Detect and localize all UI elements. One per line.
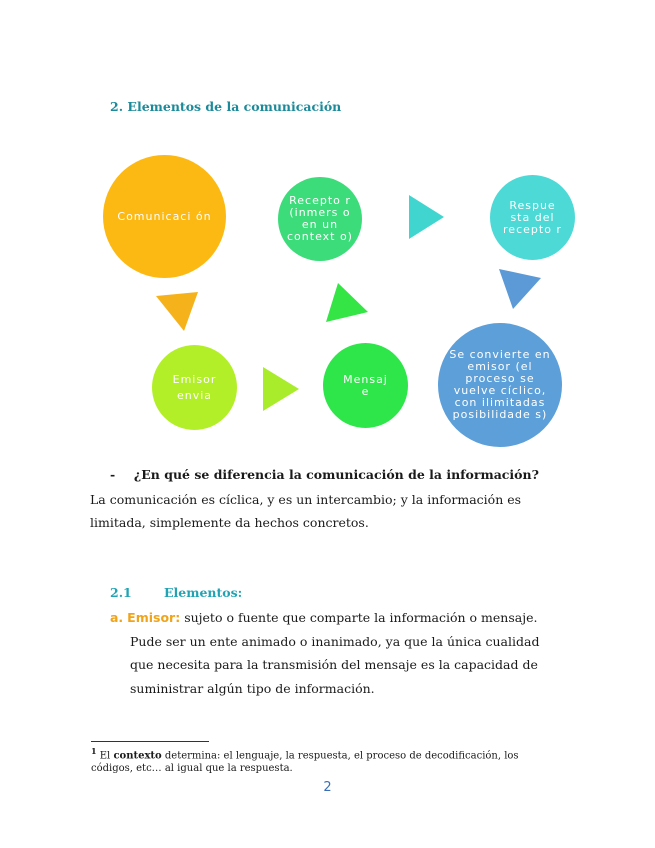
- answer-paragraph: [90, 488, 560, 534]
- footnote-line-2: códigos, etc… al igual que la respuesta.: [91, 763, 293, 775]
- footnote-pre: El: [96, 750, 114, 762]
- arrow-down-orange: [156, 292, 198, 331]
- footnote-line-1: determina: el lenguaje, la respuesta, el proceso de decodificación, los: [161, 750, 519, 762]
- page-number: 2: [323, 780, 332, 795]
- subsection-number: 2.1: [110, 585, 132, 600]
- item-marker: a.: [110, 610, 124, 625]
- arrow-right-teal: [409, 195, 444, 239]
- question-bullet: -: [110, 467, 116, 482]
- footnote-separator: [91, 741, 209, 742]
- node-emisor: Emisor envia: [152, 345, 237, 430]
- item-label: Emisor:: [127, 610, 181, 625]
- item-line-3: que necesita para la transmisión del mensaje es la capacidad de: [130, 657, 538, 672]
- node-mensaje: Mensaj e: [323, 343, 408, 428]
- arrow-right-lime: [263, 367, 299, 411]
- answer-line-1: La comunicación es cíclica, y es un intercambio; y la información es: [90, 492, 522, 507]
- list-item-emisor: [110, 606, 560, 700]
- arrow-up-green: [326, 283, 368, 322]
- arrow-down-blue: [499, 269, 541, 309]
- item-line-2: Pude ser un ente animado o inanimado, ya que la única cualidad: [130, 633, 540, 649]
- question-line: [110, 467, 539, 482]
- subsection-heading: [110, 585, 242, 600]
- item-line-4: suministrar algún tipo de información.: [130, 680, 375, 696]
- footnote: [91, 745, 551, 775]
- node-comunicacion: Comunicaci ón: [103, 155, 226, 278]
- node-receptor: Recepto r (inmers o en un context o): [278, 177, 362, 261]
- section-number: 2.: [110, 99, 124, 114]
- question-text: ¿En qué se diferencia la comunicación de la información?: [133, 467, 539, 482]
- subsection-title: Elementos:: [164, 585, 243, 600]
- item-line-1: sujeto o fuente que comparte la información o mensaje.: [180, 610, 538, 625]
- section-title: Elementos de la comunicación: [127, 99, 342, 114]
- footnote-term: contexto: [113, 750, 162, 762]
- answer-line-2: limitada, simplemente da hechos concretos.: [90, 515, 369, 530]
- footnote-marker: 1: [91, 746, 97, 756]
- node-convierte: Se convierte en emisor (el proceso se vuelve cíclico, con ilimitadas posibilidade s): [438, 323, 562, 447]
- node-respuesta: Respue sta del recepto r: [490, 175, 575, 260]
